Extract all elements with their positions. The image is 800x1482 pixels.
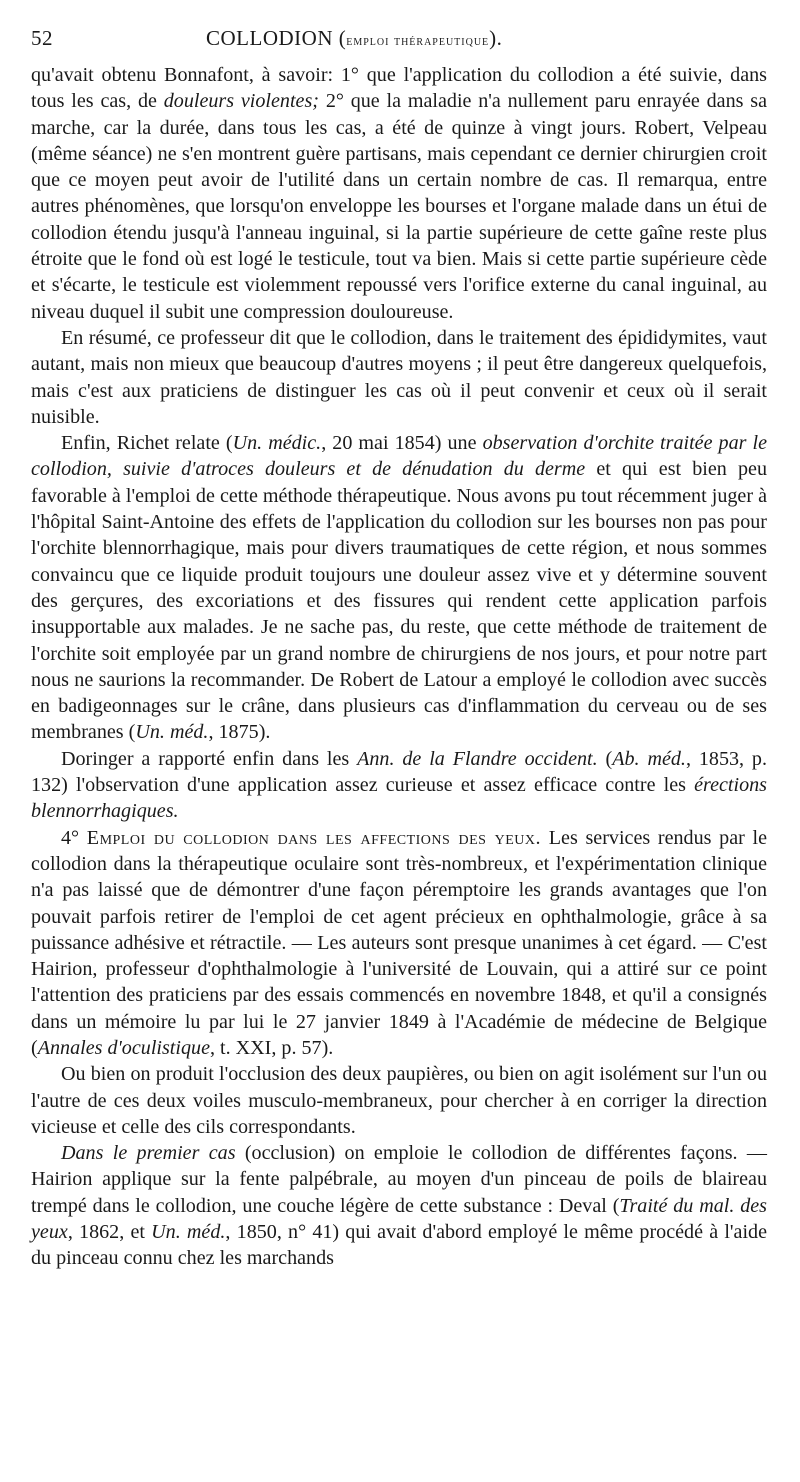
italic-text: Un. médic.	[232, 432, 322, 455]
text-run: En résumé, ce professeur dit que le collodion, dans le traitement des épididymites, vaut autant, mais non mieux que beaucoup d'autres moyens ; il peut être dangereux quelquefois, mais c'est aux praticiens de distinguer les cas où il peut convenir et ceux où il serait nuisible.	[31, 326, 767, 428]
text-run: , 1862, et	[67, 1221, 152, 1244]
italic-text: Dans le premier cas	[61, 1142, 236, 1165]
italic-text: Un. méd.	[151, 1221, 226, 1244]
paragraph	[31, 825, 767, 1062]
text-run: , t. XXI, p. 57).	[209, 1036, 334, 1059]
paragraph	[31, 1140, 767, 1271]
paragraph	[31, 746, 767, 825]
text-run: , 1850, n° 41) qui avait d'abord employé le même procédé à l'aide du pinceau connu chez les marchands	[31, 1221, 767, 1270]
paragraph	[31, 1061, 767, 1140]
running-title	[206, 26, 502, 51]
text-run: , 1853, p. 132) l'observation d'une application assez curieuse et assez efficace contre les	[31, 747, 768, 797]
running-title-end: ).	[489, 26, 503, 50]
italic-text: Traité du mal. des yeux	[31, 1194, 767, 1244]
italic-text: érections blennorrhagiques.	[31, 774, 767, 823]
running-title-main: COLLODION (	[206, 26, 347, 50]
paragraph	[31, 325, 767, 430]
text-run: 4°	[61, 826, 87, 849]
text-run: 2° que la maladie n'a nullement paru enrayée dans sa marche, car la durée, dans tous les cas, a été de quinze à vingt jours. Robert, Velpeau (même séance) ne s'en montrent guère partisans, mais cependant ce dernier chirurgien croit que ce moyen peut avoir de l'utilité dans un certain nombre de cas. Il remarqua, entre autres phénomènes, que lorsqu'on enveloppe les bourses et l'organe malade dans un étui de collodion étendu jusqu'à l'anneau inguinal, si la partie supérieure de cette gaîne reste plus étroite que le fond où est logé le testicule, tout va bien. Mais si cette partie supérieure cède et s'écarte, le testicule est violemment repoussé vers l'orifice externe du canal inguinal, au niveau duquel il subit une compression douloureuse.	[31, 90, 768, 323]
text-run: (	[597, 747, 613, 770]
paragraph	[31, 430, 767, 746]
text-run: Ou bien on produit l'occlusion des deux paupières, ou bien on agit isolément sur l'un ou l'autre de ces deux voiles musculo-membraneux, pour chercher à en corriger la direction vicieuse et celle des cils correspondants.	[31, 1063, 767, 1138]
paragraph	[31, 62, 767, 325]
text-run: , 20 mai 1854) une	[321, 432, 483, 455]
italic-text: Ab. méd.	[612, 747, 686, 770]
running-title-sub: emploi thérapeutique	[346, 34, 490, 49]
text-run: (occlusion) on emploie le collodion de différentes façons. — Hairion applique sur la fente palpébrale, au moyen d'un pinceau de poils de blaireau trempé dans le collodion, une couche légère de cette substance : Deval (	[31, 1142, 767, 1217]
text-run: Enfin, Richet relate (	[61, 432, 233, 455]
page-number: 52	[31, 26, 53, 50]
running-header	[31, 26, 767, 62]
text-run: et qui est bien peu favorable à l'emploi de cette méthode thérapeutique. Nous avons pu tout récemment juger à l'hôpital Saint-Antoine des effets de l'application du collodion sur les bourses non pas pour l'orchite blennorrhagique, mais pour divers traumatiques de cette région, et nous sommes convaincu que ce liquide produit toujours une douleur assez vive et y détermine souvent des gerçures, des excoriations et des fissures qui rendent cette application parfois insupportable aux malades. Je ne sache pas, du reste, que cette méthode de traitement de l'orchite soit employée par un grand nombre de chirurgiens de nos jours, et pour notre part nous ne saurions la recommander. De Robert de Latour a employé le collodion avec succès en badigeonnages sur le crâne, dans plusieurs cas d'inflammation du cerveau ou de ses membranes (	[31, 458, 767, 744]
text-run: qu'avait obtenu Bonnafont, à savoir: 1° que l'application du collodion a été suivie, dans tous les cas, de	[31, 64, 767, 113]
italic-text: Ann. de la Flandre occident.	[357, 747, 598, 770]
book-page	[31, 26, 767, 1272]
body-text	[31, 62, 767, 1272]
text-run: , 1875).	[208, 721, 271, 744]
italic-text: douleurs violentes;	[163, 90, 319, 113]
italic-text: observation d'orchite traitée par le collodion, suivie d'atroces douleurs et de dénudation du derme	[31, 432, 767, 481]
text-run: Les services rendus par le collodion dans la thérapeutique oculaire sont très-nombreux, et l'expérimentation clinique n'a pas laissé que de démontrer d'une façon péremptoire les grands avantages que l'on pouvait parfois retirer de l'emploi de cet agent précieux en ophthalmologie, grâce à sa puissance adhésive et rétractile. — Les auteurs sont presque unanimes à cet égard. — C'est Hairion, professeur d'ophthalmologie à l'université de Louvain, qui a attiré sur ce point l'attention des praticiens par des essais commencés en novembre 1848, et qu'il a consignés dans un mémoire lu par lui le 27 janvier 1849 à l'Académie de médecine de Belgique (	[31, 826, 768, 1059]
small-caps-heading: Emploi du collodion dans les affections des yeux.	[86, 826, 542, 849]
italic-text: Un. méd.	[135, 721, 209, 744]
italic-text: Annales d'oculistique	[37, 1036, 210, 1059]
text-run: Doringer a rapporté enfin dans les	[61, 747, 358, 770]
